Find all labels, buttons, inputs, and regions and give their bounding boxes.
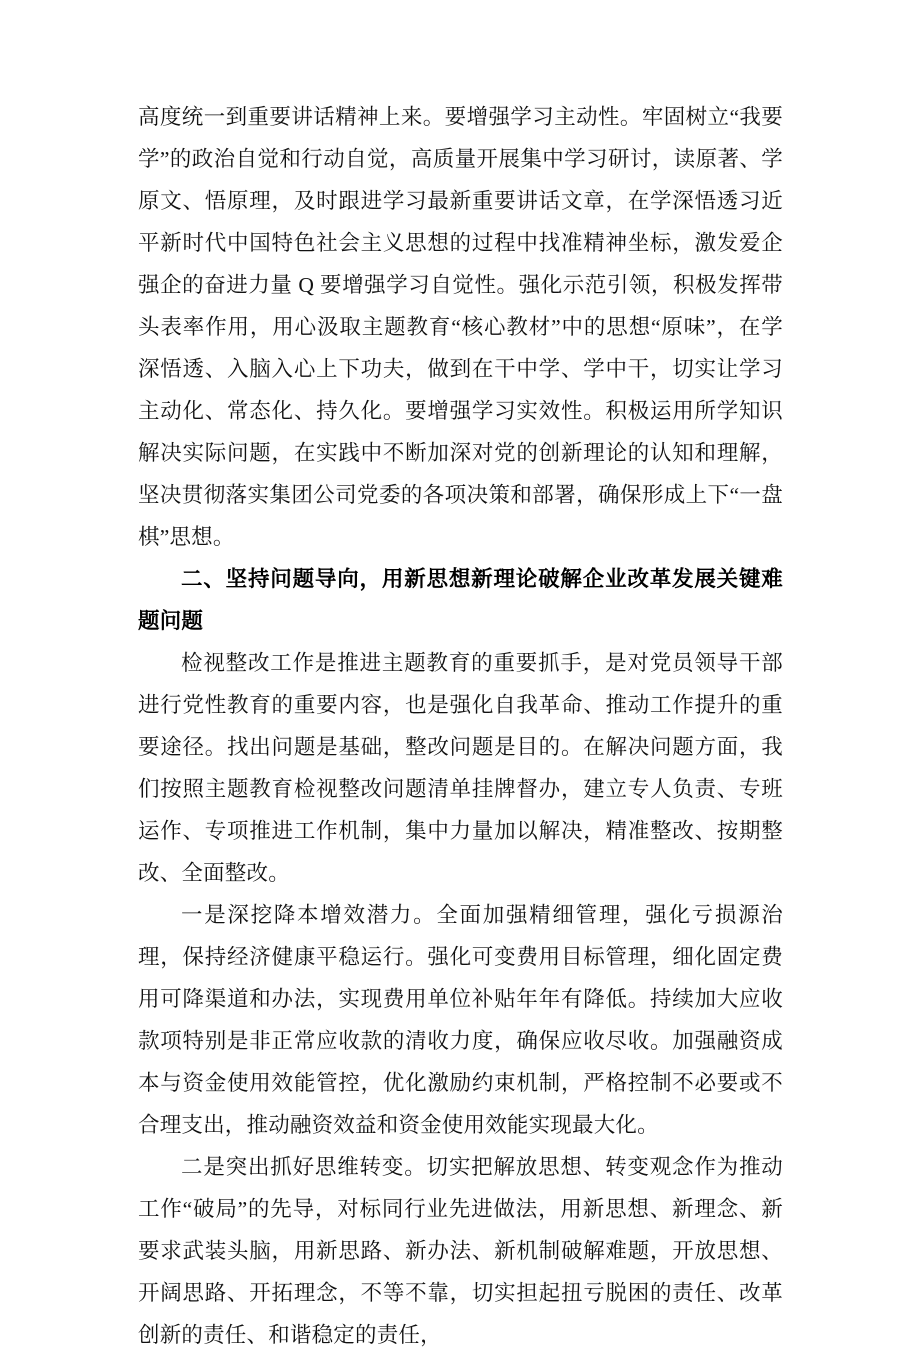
section-heading: 二、坚持问题导向，用新思想新理论破解企业改革发展关键难题问题 (138, 567, 783, 633)
paragraph: 二是突出抓好思维转变。切实把解放思想、转变观念作为推动工作“破局”的先导，对标同行业先进做法，用新思想、新理念、新要求武装头脑，用新思路、新办法、新机制破解难题，开放思想、开阔思路、开拓理念，不等不靠，切实担起扭亏脱困的责任、改革创新的责任、和谐稳定的责任， (138, 1155, 783, 1347)
paragraph: 检视整改工作是推进主题教育的重要抓手，是对党员领导干部进行党性教育的重要内容，也是强化自我革命、推动工作提升的重要途径。找出问题是基础，整改问题是目的。在解决问题方面，我们按照主题教育检视整改问题清单挂牌督办，建立专人负责、专班运作、专项推进工作机制，集中力量加以解决，精准整改、按期整改、全面整改。 (138, 651, 783, 885)
paragraph: 一是深挖降本增效潜力。全面加强精细管理，强化亏损源治理，保持经济健康平稳运行。强化可变费用目标管理，细化固定费用可降渠道和办法，实现费用单位补贴年年有降低。持续加大应收款项特别是非正常应收款的清收力度，确保应收尽收。加强融资成本与资金使用效能管控，优化激励约束机制，严格控制不必要或不合理支出，推动融资效益和资金使用效能实现最大化。 (138, 903, 783, 1137)
document-body (138, 96, 783, 1356)
paragraph-continuation: 高度统一到重要讲话精神上来。要增强学习主动性。牢固树立“我要学”的政治自觉和行动自觉，高质量开展集中学习研讨，读原著、学原文、悟原理，及时跟进学习最新重要讲话文章，在学深悟透习近平新时代中国特色社会主义思想的过程中找准精神坐标，激发爱企强企的奋进力量 Q 要增强学习自觉性。强化示范引领，积极发挥带头表率作用，用心汲取主题教育“核心教材”中的思想“原味”，在学深悟透、入脑入心上下功夫，做到在干中学、学中干，切实让学习主动化、常态化、持久化。要增强学习实效性。积极运用所学知识解决实际问题，在实践中不断加深对党的创新理论的认知和理解，坚决贯彻落实集团公司党委的各项决策和部署，确保形成上下“一盘棋”思想。 (138, 105, 783, 549)
